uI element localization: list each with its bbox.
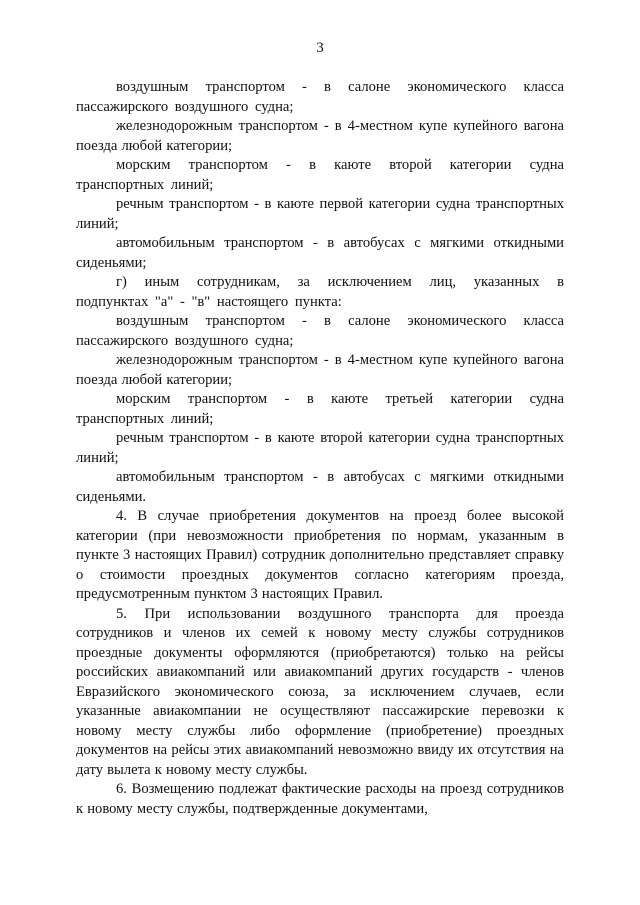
paragraph: автомобильным транспортом - в автобусах с мягкими откидными сиденьями; [76, 235, 564, 271]
paragraph: речным транспортом - в каюте второй категории судна транспортных линий; [76, 430, 564, 466]
paragraph: железнодорожным транспортом - в 4-местном купе купейного вагона поезда любой категории; [76, 118, 564, 154]
paragraph: речным транспортом - в каюте первой категории судна транспортных линий; [76, 196, 564, 232]
paragraph: воздушным транспортом - в салоне экономического класса пассажирского воздушного судна; [76, 313, 564, 349]
document-body [76, 78, 564, 819]
paragraph: г) иным сотрудникам, за исключением лиц, указанных в подпунктах "а" - "в" настоящего пункта: [76, 274, 564, 310]
paragraph: автомобильным транспортом - в автобусах с мягкими откидными сиденьями. [76, 469, 564, 505]
paragraph: 5. При использовании воздушного транспорта для проезда сотрудников и членов их семей к новому месту службы сотрудников проездные документы оформляются (приобретаются) только на рейсы российских авиакомпаний или авиакомпаний других государств - членов Евразийского экономического союза, за исключением случаев, если указанные авиакомпании не осуществляют пассажирские перевозки к новому месту службы либо оформление (приобретение) проездных документов на рейсы этих авиакомпаний невозможно ввиду их отсутствия на дату вылета к новому месту службы. [76, 605, 564, 778]
paragraph: 6. Возмещению подлежат фактические расходы на проезд сотрудников к новому месту службы, подтвержденные документами, [76, 781, 564, 817]
page-number: 3 [316, 40, 324, 56]
paragraph: воздушным транспортом - в салоне экономического класса пассажирского воздушного судна; [76, 79, 564, 115]
paragraph: морским транспортом - в каюте третьей категории судна транспортных линий; [76, 391, 564, 427]
paragraph: железнодорожным транспортом - в 4-местном купе купейного вагона поезда любой категории; [76, 352, 564, 388]
paragraph: морским транспортом - в каюте второй категории судна транспортных линий; [76, 157, 564, 193]
paragraph: 4. В случае приобретения документов на проезд более высокой категории (при невозможности приобретения по нормам, указанным в пункте 3 настоящих Правил) сотрудник дополнительно представляет справку о стоимости проездных документов согласно категориям проезда, предусмотренным пунктом 3 настоящих Правил. [76, 508, 564, 602]
